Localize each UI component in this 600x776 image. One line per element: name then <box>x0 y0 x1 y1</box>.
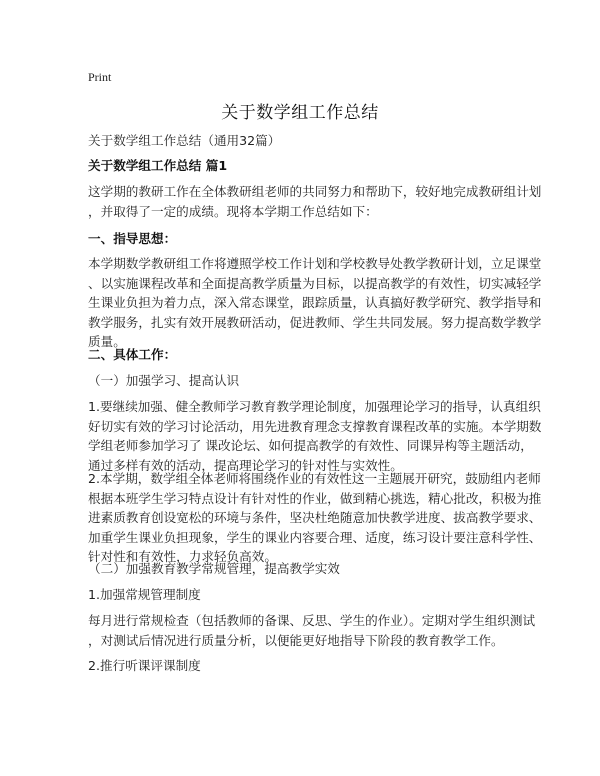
document-subtitle: 关于数学组工作总结（通用32篇） <box>88 133 281 148</box>
subsection2-item2-heading: 2.推行听课评课制度 <box>88 658 201 673</box>
intro-paragraph: 这学期的教研工作在全体教研组老师的共同努力和帮助下，较好地完成教研组计划 ，并取得了一定的成绩。现将本学期工作总结如下： <box>88 184 542 219</box>
subsection2-heading: （二）加强教育教学常规管理，提高教学实效 <box>88 561 340 576</box>
article-heading: 关于数学组工作总结 篇1 <box>88 158 228 173</box>
print-label[interactable]: Print <box>88 70 112 84</box>
document-title: 关于数学组工作总结 <box>221 103 379 123</box>
section1-paragraph: 本学期数学教研组工作将遵照学校工作计划和学校教导处教学教研计划，立足课堂 、以实施课程改革和全面提高教学质量为目标，以提高教学的有效性，切实减轻学 生课业负担为着力点，深入常态课堂，跟踪质量，认真搞好教学研究、教学指导和 教学服务，扎实有效开展教研活动，促进教师、学生共同发展。努力提高数学教学 质量。 <box>88 256 542 349</box>
section1-heading: 一、指导思想： <box>88 231 177 246</box>
subsection2-item1-heading: 1.加强常规管理制度 <box>88 587 201 602</box>
subsection2-item1-paragraph: 每月进行常规检查（包括教师的备课、反思、学生的作业）。定期对学生组织测试 ，对测试后情况进行质量分析，以便能更好地指导下阶段的教育教学工作。 <box>88 613 536 648</box>
subsection1-item2-paragraph: 2.本学期，数学组全体老师将围绕作业的有效性这一主题展开研究，鼓励组内老师 根据本班学生学习特点设计有针对性的作业，做到精心挑选，精心批改，积极为推 进素质教育创设宽松的环境与条件，坚决杜绝随意加快教学进度、拔高教学要求、 加重学生课业负担现象，学生的课业内容要合理、适度，练习设计要注意科学性、 针对性和有效性，力求轻负高效。 <box>88 471 542 564</box>
subsection1-item1-paragraph: 1.要继续加强、健全教师学习教育教学理论制度，加强理论学习的指导，认真组织 好切实有效的学习讨论活动，用先进教育理念支撑教育课程改革的实施。本学期数 学组老师参加学习了 课改论坛、如何提高教学的有效性、同课异构等主题活动， 通过多样有效的活动，提高理论学习的针对性与实效性。 <box>88 399 542 473</box>
subsection1-heading: （一）加强学习、提高认识 <box>88 373 240 388</box>
section2-heading: 二、具体工作： <box>88 347 177 362</box>
